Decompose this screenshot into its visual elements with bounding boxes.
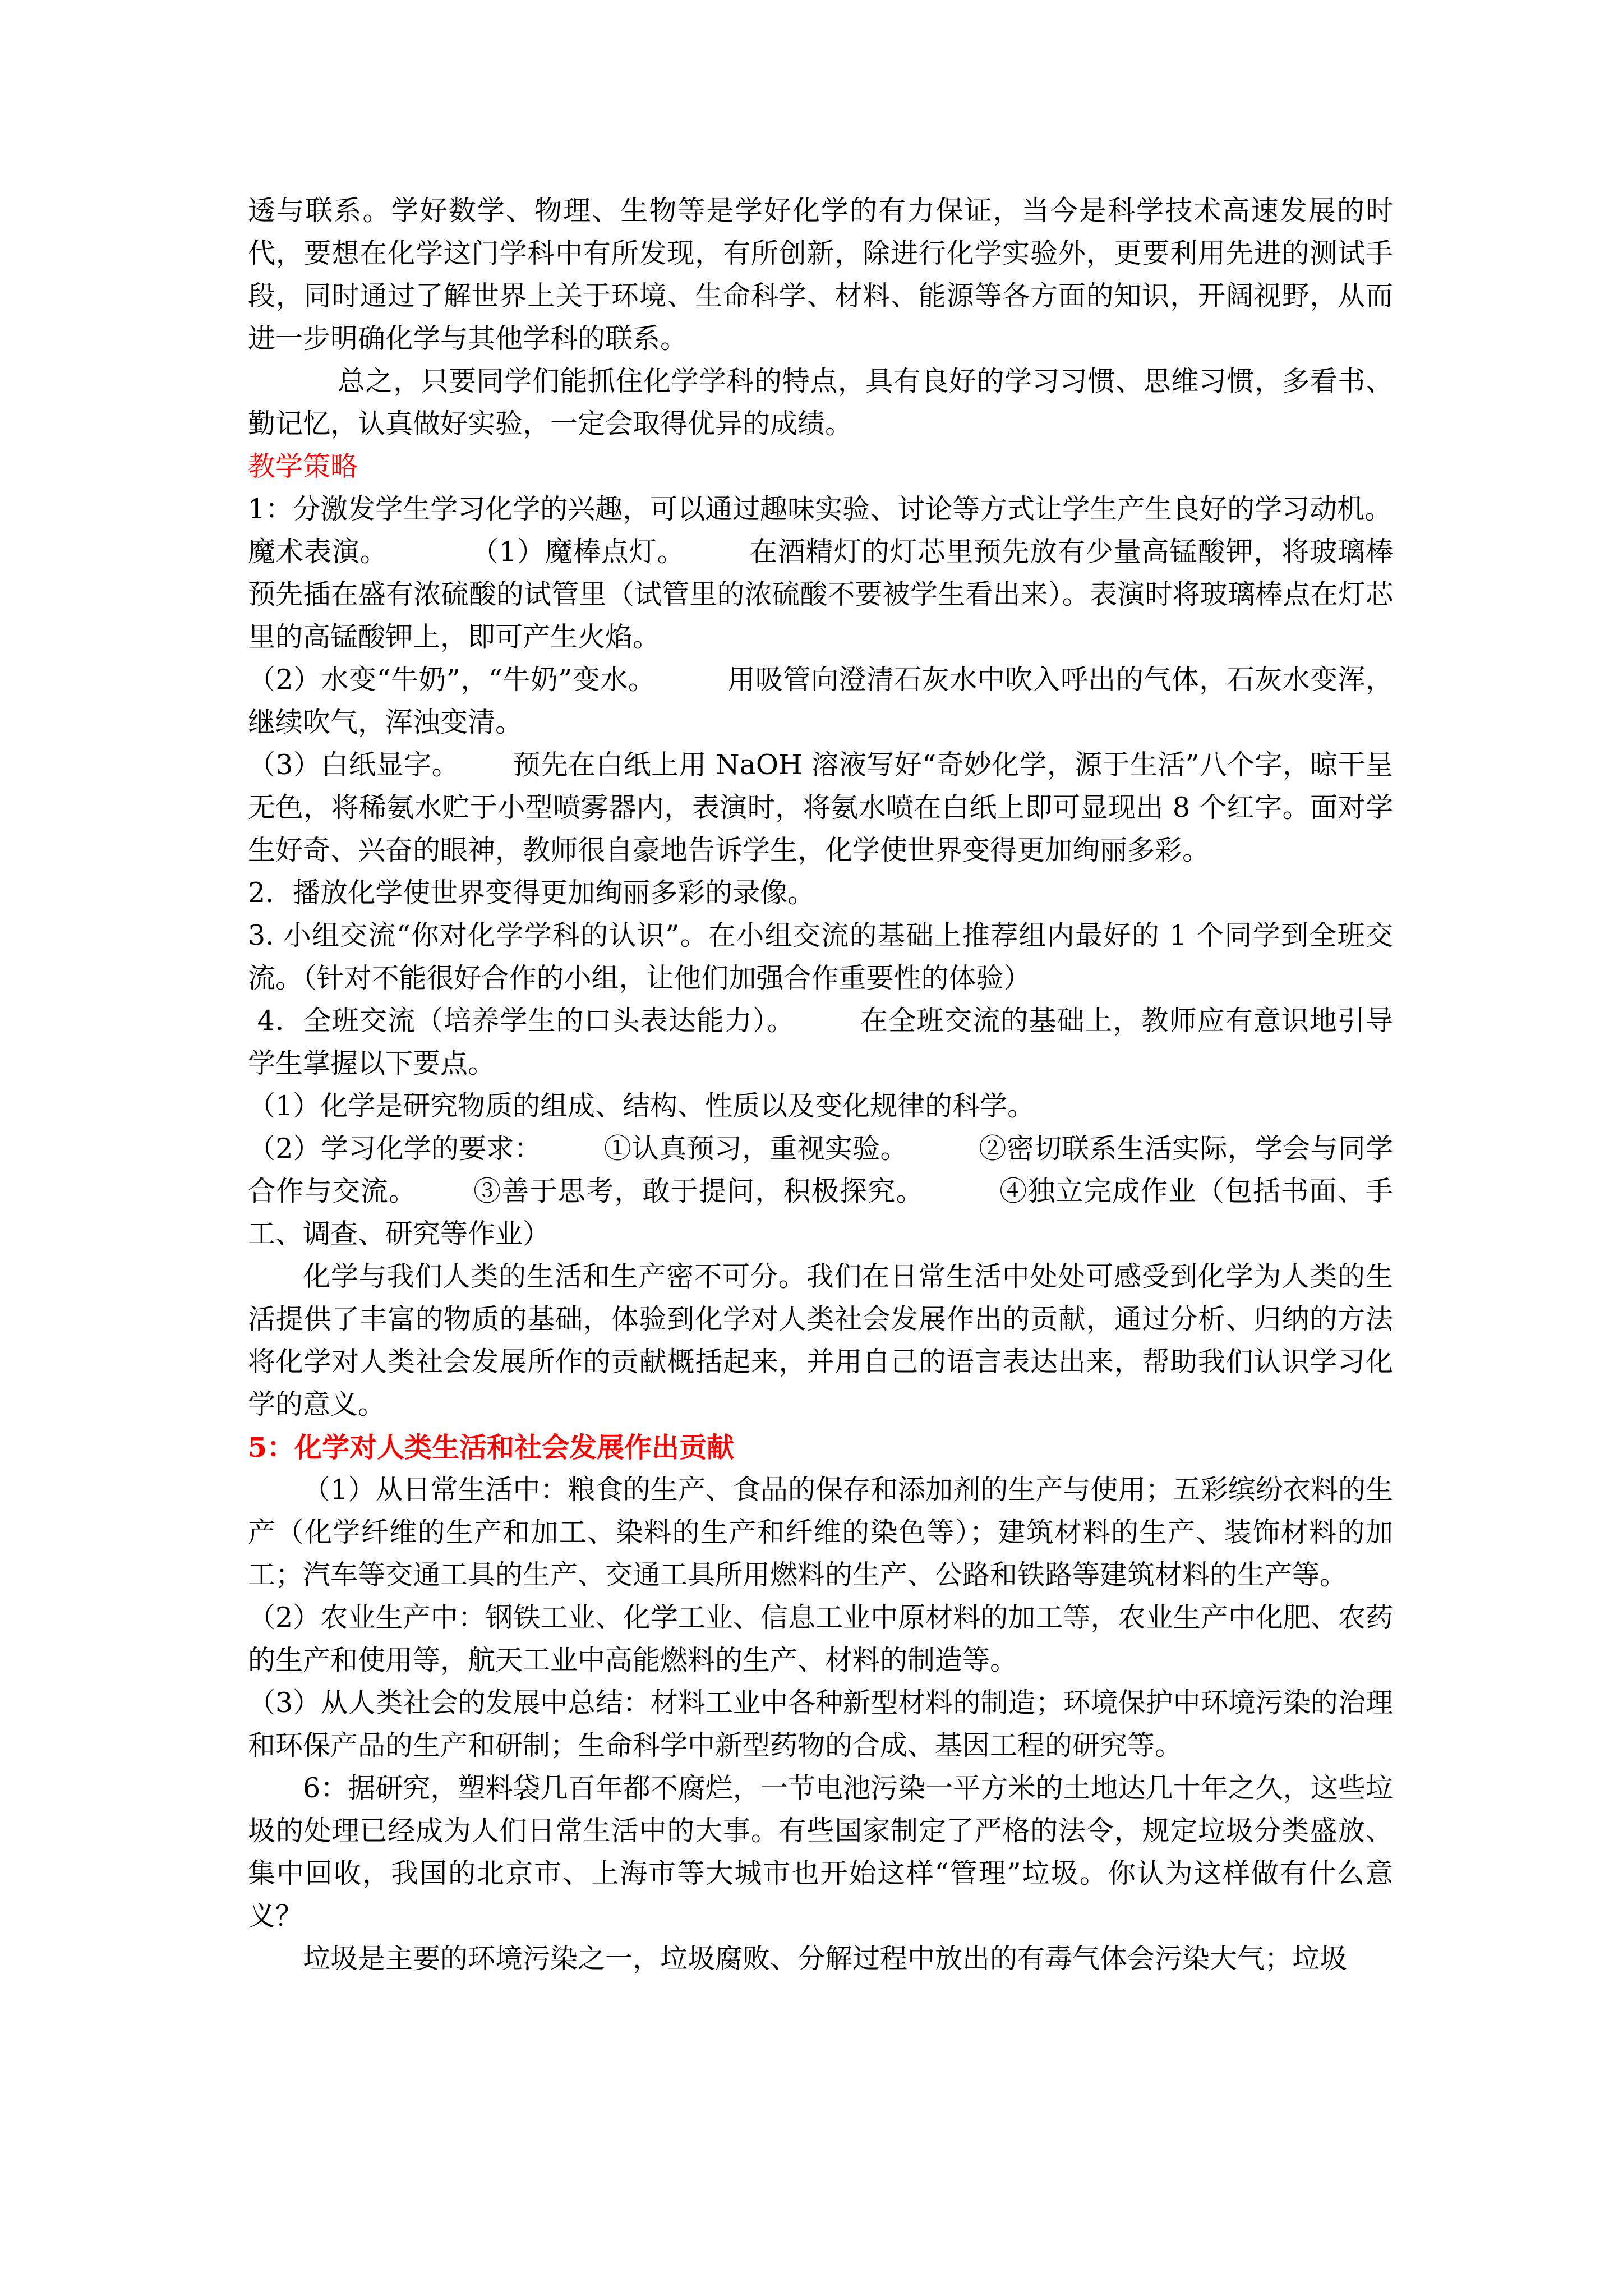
heading-teaching-strategy: 教学策略	[248, 450, 358, 482]
paragraph-intro-continuation: 透与联系。学好数学、物理、生物等是学好化学的有力保证，当今是科学技术高速发展的时代，要想在化学这门学科中有所发现，有所创新，除进行化学实验外，更要利用先进的测试手段，同时通过了解世界上关于环境、生命科学、材料、能源等各方面的知识，开阔视野，从而进一步明确化学与其他学科的联系。	[248, 195, 1393, 355]
paragraph-society: （3）从人类社会的发展中总结：材料工业中各种新型材料的制造；环境保护中环境污染的治理和环保产品的生产和研制；生命科学中新型药物的合成、基因工程的研究等。	[248, 1687, 1393, 1761]
paragraph-daily-life: （1）从日常生活中：粮食的生产、食品的保存和添加剂的生产与使用；五彩缤纷衣料的生产（化学纤维的生产和加工、染料的生产和纤维的染色等）；建筑材料的生产、装饰材料的加工；汽车等交通工具的生产、交通工具所用燃料的生产、公路和铁路等建筑材料的生产等。	[248, 1474, 1393, 1591]
paragraph-garbage: 垃圾是主要的环境污染之一，垃圾腐败、分解过程中放出的有毒气体会污染大气；垃圾	[303, 1943, 1348, 1975]
paragraph-point-2: （2）学习化学的要求： ①认真预习，重视实验。 ②密切联系生活实际，学会与同学合作与交流。 ③善于思考，敢于提问，积极探究。 ④独立完成作业（包括书面、手工、调查、研究等作业）	[248, 1133, 1393, 1250]
paragraph-chemistry-life: 化学与我们人类的生活和生产密不可分。我们在日常生活中处处可感受到化学为人类的生活提供了丰富的物质的基础，体验到化学对人类社会发展作出的贡献，通过分析、归纳的方法将化学对人类社会发展所作的贡献概括起来，并用自己的语言表达出来，帮助我们认识学习化学的意义。	[248, 1260, 1393, 1420]
paragraph-strategy-4: 4．全班交流（培养学生的口头表达能力）。 在全班交流的基础上，教师应有意识地引导学生掌握以下要点。	[248, 1005, 1393, 1079]
paragraph-question-6: 6：据研究，塑料袋几百年都不腐烂，一节电池污染一平方米的土地达几十年之久，这些垃圾的处理已经成为人们日常生活中的大事。有些国家制定了严格的法令，规定垃圾分类盛放、集中回收，我国的北京市、上海市等大城市也开始这样“管理”垃圾。你认为这样做有什么意义？	[248, 1772, 1393, 1932]
paragraph-strategy-1: 1：分激发学生学习化学的兴趣，可以通过趣味实验、讨论等方式让学生产生良好的学习动机。	[248, 493, 1393, 525]
paragraph-strategy-3: 3. 小组交流“你对化学学科的认识”。在小组交流的基础上推荐组内最好的 1 个同学到全班交流。（针对不能很好合作的小组，让他们加强合作重要性的体验）	[248, 919, 1393, 994]
paragraph-magic-show: 魔术表演。 （1）魔棒点灯。 在酒精灯的灯芯里预先放有少量高锰酸钾，将玻璃棒预先插在盛有浓硫酸的试管里（试管里的浓硫酸不要被学生看出来）。表演时将玻璃棒点在灯芯里的高锰酸钾上，即可产生火焰。	[248, 536, 1393, 653]
document-body	[248, 190, 1393, 1980]
paragraph-strategy-2: 2．播放化学使世界变得更加绚丽多彩的录像。	[248, 877, 815, 909]
paragraph-water-milk: （2）水变“牛奶”，“牛奶”变水。 用吸管向澄清石灰水中吹入呼出的气体，石灰水变浑，继续吹气，浑浊变清。	[248, 664, 1393, 738]
paragraph-agriculture: （2）农业生产中：钢铁工业、化学工业、信息工业中原材料的加工等，农业生产中化肥、农药的生产和使用等，航天工业中高能燃料的生产、材料的制造等。	[248, 1602, 1393, 1676]
heading-contribution: 5：化学对人类生活和社会发展作出贡献	[248, 1431, 735, 1464]
paragraph-white-paper: （3）白纸显字。 预先在白纸上用 NaOH 溶液写好“奇妙化学，源于生活”八个字，晾干呈无色，将稀氨水贮于小型喷雾器内，表演时，将氨水喷在白纸上即可显现出 8 个红字。面对学生好奇、兴奋的眼神，教师很自豪地告诉学生，化学使世界变得更加绚丽多彩。	[248, 749, 1393, 866]
paragraph-point-1: （1）化学是研究物质的组成、结构、性质以及变化规律的科学。	[248, 1090, 1035, 1122]
paragraph-summary: 总之，只要同学们能抓住化学学科的特点，具有良好的学习习惯、思维习惯，多看书、勤记忆，认真做好实验，一定会取得优异的成绩。	[248, 365, 1393, 440]
